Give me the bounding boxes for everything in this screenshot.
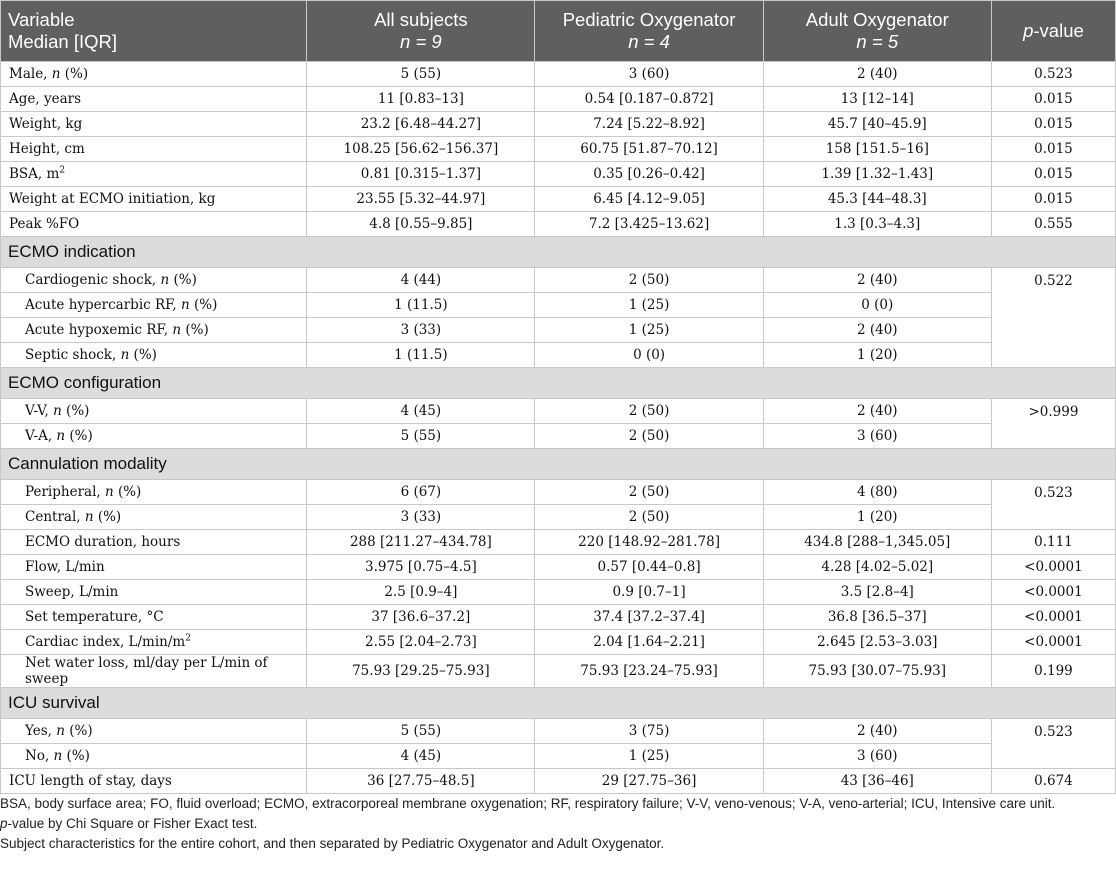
header-n: n = 5	[856, 31, 899, 52]
table-row: Weight at ECMO initiation, kg 23.55 [5.32–44.97] 6.45 [4.12–9.05] 45.3 [44–48.3] 0.015	[1, 187, 1116, 212]
section-ecmo-configuration: ECMO configuration	[1, 368, 1116, 399]
header-all-subjects: All subjects n = 9	[307, 1, 535, 62]
table-row: Peak %FO 4.8 [0.55–9.85] 7.2 [3.425–13.62] 1.3 [0.3–4.3] 0.555	[1, 212, 1116, 237]
header-p-value: p-value	[991, 1, 1115, 62]
table-row: V-A, n (%) 5 (55) 2 (50) 3 (60)	[1, 424, 1116, 449]
header-n: n = 9	[400, 31, 442, 52]
table-row: Peripheral, n (%) 6 (67) 2 (50) 4 (80) 0.523	[1, 480, 1116, 505]
header-row	[1, 1, 1116, 62]
section-icu-survival: ICU survival	[1, 688, 1116, 719]
table-row: Cardiogenic shock, n (%) 4 (44) 2 (50) 2 (40) 0.522	[1, 268, 1116, 293]
table-row: Height, cm 108.25 [56.62–156.37] 60.75 [51.87–70.12] 158 [151.5–16] 0.015	[1, 137, 1116, 162]
header-pediatric-oxygenator: Pediatric Oxygenator n = 4	[535, 1, 763, 62]
table-row: Acute hypoxemic RF, n (%) 3 (33) 1 (25) 2 (40)	[1, 318, 1116, 343]
table-row: Sweep, L/min 2.5 [0.9–4] 0.9 [0.7–1] 3.5 [2.8–4] <0.0001	[1, 580, 1116, 605]
table-row: Yes, n (%) 5 (55) 3 (75) 2 (40) 0.523	[1, 719, 1116, 744]
header-variable: Variable Median [IQR]	[1, 1, 307, 62]
table-row: No, n (%) 4 (45) 1 (25) 3 (60)	[1, 744, 1116, 769]
table-caption: Subject characteristics for the entire cohort, and then separated by Pediatric Oxygenator and Adult Oxygenator.	[0, 836, 665, 851]
table-row: V-V, n (%) 4 (45) 2 (50) 2 (40) >0.999	[1, 399, 1116, 424]
table-row: Central, n (%) 3 (33) 2 (50) 1 (20)	[1, 505, 1116, 530]
table-row: Flow, L/min 3.975 [0.75–4.5] 0.57 [0.44–0.8] 4.28 [4.02–5.02] <0.0001	[1, 555, 1116, 580]
table-footnotes	[0, 794, 1116, 854]
header-adult-oxygenator: Adult Oxygenator n = 5	[763, 1, 991, 62]
p-value-note: p-value by Chi Square or Fisher Exact test.	[0, 816, 258, 831]
table-row: Age, years 11 [0.83–13] 0.54 [0.187–0.872] 13 [12–14] 0.015	[1, 87, 1116, 112]
table-row: Net water loss, ml/day per L/min of sweep 75.93 [29.25–75.93] 75.93 [23.24–75.93] 75.93 [30.07–75.93] 0.199	[1, 655, 1116, 688]
table-row: Septic shock, n (%) 1 (11.5) 0 (0) 1 (20)	[1, 343, 1116, 368]
table-row: Male, n (%) 5 (55) 3 (60) 2 (40) 0.523	[1, 62, 1116, 87]
table-row: Set temperature, °C 37 [36.6–37.2] 37.4 [37.2–37.4] 36.8 [36.5–37] <0.0001	[1, 605, 1116, 630]
header-n: n = 4	[628, 31, 670, 52]
table-row: Cardiac index, $L/\min/m^2$ 2.55 [2.04–2.73] 2.04 [1.64–2.21] 2.645 [2.53–3.03] <0.0001	[1, 630, 1116, 655]
table-row: ICU length of stay, days 36 [27.75–48.5] 29 [27.75–36] 43 [36–46] 0.674	[1, 769, 1116, 794]
table-row: Weight, kg 23.2 [6.48–44.27] 7.24 [5.22–8.92] 45.7 [40–45.9] 0.015	[1, 112, 1116, 137]
section-cannulation-modality: Cannulation modality	[1, 449, 1116, 480]
section-ecmo-indication: ECMO indication	[1, 237, 1116, 268]
abbreviations-note: BSA, body surface area; FO, fluid overload; ECMO, extracorporeal membrane oxygenation; RF, respiratory failure; V-V, veno-venous; V-A, veno-arterial; ICU, Intensive care unit.	[0, 796, 1056, 811]
table-row: Acute hypercarbic RF, n (%) 1 (11.5) 1 (25) 0 (0)	[1, 293, 1116, 318]
table-row: ECMO duration, hours 288 [211.27–434.78] 220 [148.92–281.78] 434.8 [288–1,345.05] 0.111	[1, 530, 1116, 555]
table-row: BSA, $m^2$ 0.81 [0.315–1.37] 0.35 [0.26–0.42] 1.39 [1.32–1.43] 0.015	[1, 162, 1116, 187]
